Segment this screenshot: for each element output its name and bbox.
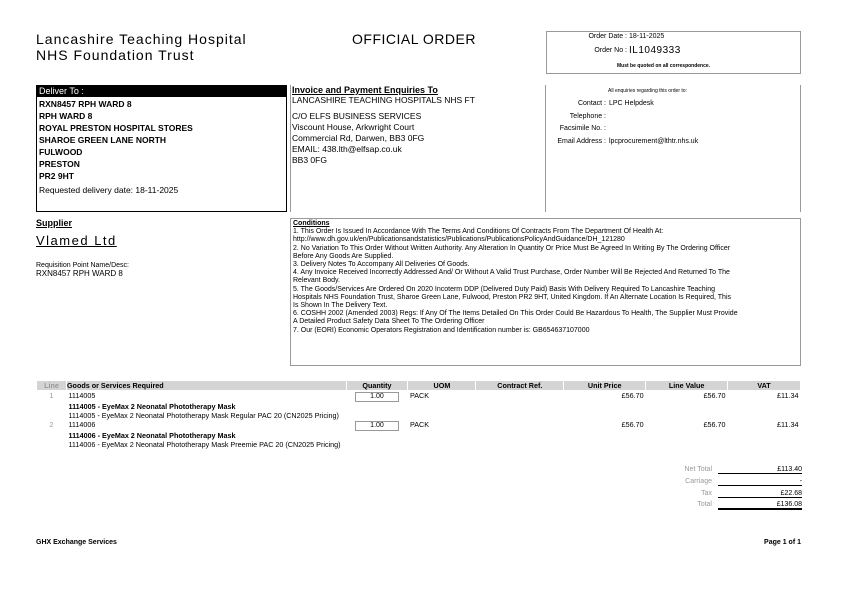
item-code: 1114005 <box>68 391 96 400</box>
condition-line: Hospitals NHS Foundation Trust, Sharoe Green Lane, Fulwood, Preston PR2 9HT, United Kingdom. If An Alternate Location Is Required, This <box>293 293 731 301</box>
condition-line: 4. Any Invoice Received Incorrectly Addressed And/ Or Without A Valid Trust Purchase, Order Number Will Be Rejected And Returned To The <box>293 269 730 277</box>
condition-line: 1. This Order Is Issued In Accordance With The Terms And Conditions Of Contracts From The Department Of Health At: <box>293 228 664 236</box>
contract-ref-value <box>476 391 564 403</box>
order-lines-table <box>36 380 801 449</box>
column-header-contract-ref: Contract Ref. <box>476 381 564 391</box>
unit-price-value: £56.70 <box>621 391 644 400</box>
invoice-email-line: EMAIL: 438.lth@elfsap.co.uk <box>292 144 402 154</box>
page-number: Page 1 of 1 <box>764 539 801 546</box>
invoice-address-line: BB3 0FG <box>292 155 327 165</box>
deliver-to-heading: Deliver To : <box>37 86 286 97</box>
conditions-heading: Conditions <box>293 220 330 227</box>
contract-ref-value <box>476 420 564 431</box>
net-total-value: £113.40 <box>718 466 802 474</box>
total-value: £136.08 <box>718 501 802 510</box>
line-number: 1 <box>49 391 54 400</box>
net-total-label: Net Total <box>684 466 712 473</box>
condition-line: Before Any Goods Are Supplied. <box>293 252 394 260</box>
item-description-detail: 1114006 - EyeMax 2 Neonatal Phototherapy Mask Preemie PAC 20 (CN2025 Pricing) <box>68 440 341 449</box>
column-header-uom: UOM <box>408 381 476 391</box>
order-enquiries-box <box>546 85 801 212</box>
total-label: Total <box>697 501 712 508</box>
line-value-value: £56.70 <box>703 420 726 429</box>
order-no-label: Order No : <box>594 47 627 54</box>
table-row-description <box>37 402 801 411</box>
line-value-value: £56.70 <box>703 391 726 400</box>
condition-line: 5. The Goods/Services Are Ordered On 2020 Incoterm DDP (Delivered Duty Paid) Basis With Delivery Required To Lancashire Teaching <box>293 285 716 293</box>
order-details-box <box>546 31 801 74</box>
contact-value: LPC Helpdesk <box>609 100 654 107</box>
item-description: 1114006 - EyeMax 2 Neonatal Phototherapy Mask <box>68 431 236 440</box>
table-row <box>37 420 801 431</box>
column-header-line: Line <box>37 381 67 391</box>
tax-label: Tax <box>701 490 712 497</box>
item-description-detail: 1114005 - EyeMax 2 Neonatal Phototherapy Mask Regular PAC 20 (CN2025 Pricing) <box>68 411 339 420</box>
email-value: lpcprocurement@lthtr.nhs.uk <box>609 138 699 145</box>
condition-line: 7. Our (EORI) Economic Operators Registration and Identification number is: GB654637107000 <box>293 326 590 334</box>
table-row <box>37 391 801 403</box>
uom-value: PACK <box>409 391 430 400</box>
invoice-heading: Invoice and Payment Enquiries To <box>292 85 438 95</box>
order-no-value: IL1049333 <box>629 45 681 56</box>
facsimile-label: Facsimile No. : <box>559 125 606 132</box>
column-header-unit-price: Unit Price <box>564 381 646 391</box>
supplier-name: Vlamed Ltd <box>36 233 117 248</box>
condition-line: 6. COSHH 2002 (Amended 2003) Regs: If Any Of The Items Detailed On This Order Could Be Hazardous To Health, The Supplier Must Provide <box>293 310 738 318</box>
deliver-to-box <box>36 85 287 212</box>
deliver-address <box>37 97 286 183</box>
table-row-description <box>37 440 801 449</box>
table-header-row <box>37 381 801 391</box>
column-header-goods: Goods or Services Required <box>66 381 346 391</box>
deliver-address-line: RPH WARD 8 <box>39 111 93 121</box>
invoice-address-line: C/O ELFS BUSINESS SERVICES <box>292 111 422 121</box>
deliver-address-line: PRESTON <box>39 159 80 169</box>
conditions-box <box>290 218 801 366</box>
condition-line: Is Shown In The Delivery Text. <box>293 302 388 310</box>
column-header-line-value: Line Value <box>646 381 728 391</box>
supplier-label: Supplier <box>36 218 73 228</box>
requested-delivery-date: Requested delivery date: 18-11-2025 <box>39 185 179 195</box>
condition-line: 2. No Variation To This Order Without Written Authority. Any Alteration In Quantity Or Price Must Be Agreed In Writing By The Ordering Officer <box>293 244 731 252</box>
deliver-address-line: SHAROE GREEN LANE NORTH <box>39 135 167 145</box>
invoice-enquiries-box <box>290 85 546 212</box>
quote-note: Must be quoted on all correspondence. <box>617 63 711 69</box>
condition-line: http://www.dh.gov.uk/en/Publicationsandstatistics/Publications/PublicationsPolicyAndGuidance/DH_121280 <box>293 236 625 244</box>
carriage-label: Carriage <box>685 478 712 485</box>
line-number: 2 <box>49 420 54 429</box>
telephone-label: Telephone : <box>569 113 606 120</box>
contact-label: Contact : <box>577 100 606 107</box>
deliver-address-line: PR2 9HT <box>39 171 74 181</box>
column-header-vat: VAT <box>728 381 801 391</box>
email-label: Email Address : <box>557 138 606 145</box>
invoice-address-line: LANCASHIRE TEACHING HOSPITALS NHS FT <box>292 95 475 105</box>
invoice-address-line: Commercial Rd, Darwen, BB3 0FG <box>292 133 425 143</box>
vat-value: £11.34 <box>777 420 799 429</box>
condition-line: 3. Delivery Notes To Accompany All Deliveries Of Goods. <box>293 261 470 269</box>
deliver-address-line: RXN8457 RPH WARD 8 <box>39 99 132 109</box>
order-date-value: 18-11-2025 <box>629 33 665 40</box>
item-code: 1114006 <box>68 420 96 429</box>
column-header-quantity: Quantity <box>346 381 408 391</box>
enquiries-heading: All enquiries regarding this order to: <box>608 88 687 94</box>
document-title: OFFICIAL ORDER <box>352 31 476 47</box>
quantity-value: 1.00 <box>355 421 399 431</box>
footer-provider: GHX Exchange Services <box>36 539 117 546</box>
condition-line: Relevant Body. <box>293 277 340 285</box>
requisition-point-label: Requisition Point Name/Desc: <box>36 262 129 269</box>
vat-value: £11.34 <box>777 391 799 400</box>
condition-line: A Detailed Product Safety Data Sheet To The Ordering Officer <box>293 318 485 326</box>
invoice-address-line: Viscount House, Arkwright Court <box>292 122 415 132</box>
table-row-description <box>37 411 801 420</box>
carriage-value: - <box>718 478 802 486</box>
table-row-description <box>37 431 801 440</box>
uom-value: PACK <box>409 420 430 429</box>
order-date-label: Order Date : <box>588 33 627 40</box>
deliver-address-line: ROYAL PRESTON HOSPITAL STORES <box>39 123 193 133</box>
quantity-cell <box>346 391 408 403</box>
unit-price-value: £56.70 <box>621 420 644 429</box>
item-description: 1114005 - EyeMax 2 Neonatal Phototherapy Mask <box>68 402 236 411</box>
quantity-cell <box>346 420 408 431</box>
invoice-address <box>291 95 545 166</box>
requisition-point-value: RXN8457 RPH WARD 8 <box>36 269 123 278</box>
trust-name-line2: NHS Foundation Trust <box>36 47 195 63</box>
trust-name <box>36 31 247 63</box>
quantity-value: 1.00 <box>355 392 399 402</box>
deliver-address-line: FULWOOD <box>39 147 83 157</box>
tax-value: £22.68 <box>718 490 802 498</box>
trust-name-line1: Lancashire Teaching Hospital <box>36 31 247 47</box>
